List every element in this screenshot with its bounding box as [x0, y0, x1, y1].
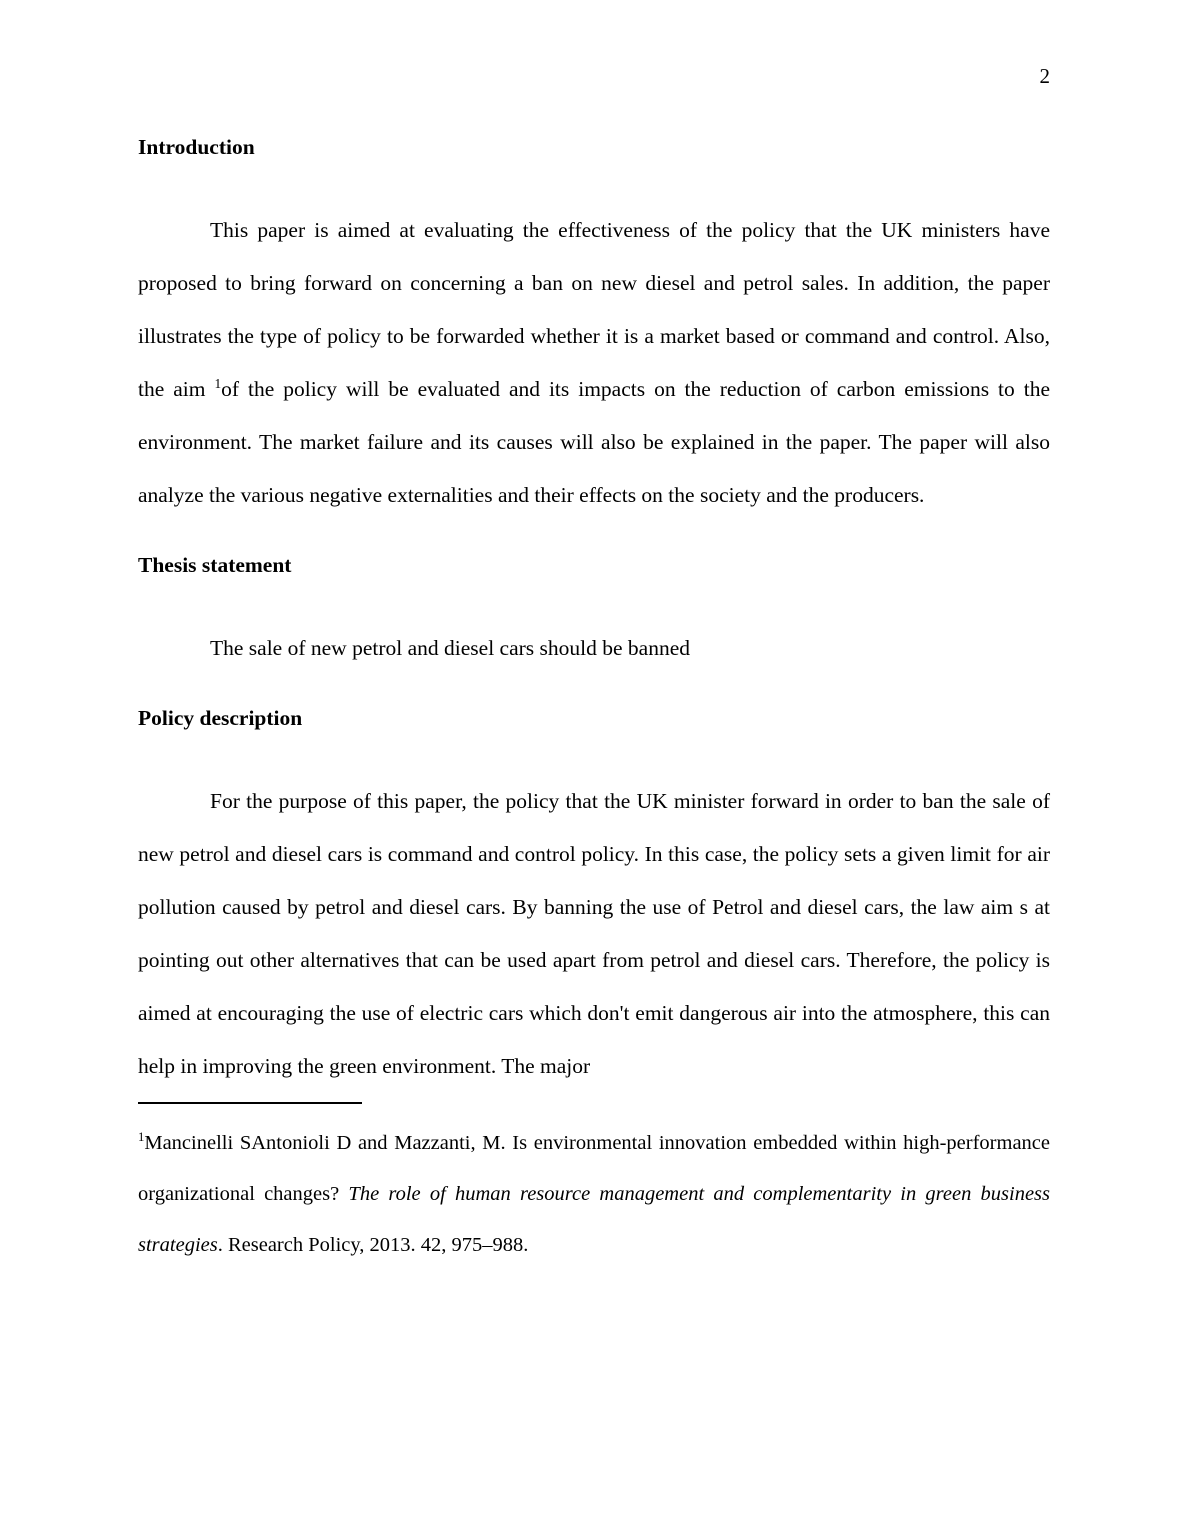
spacer — [138, 160, 1050, 204]
section-heading-policy-description: Policy description — [138, 706, 303, 730]
footnote-entry — [138, 1118, 1050, 1271]
paragraph-introduction-text-b: of the policy will be evaluated and its impacts on the reduction of carbon emissions to the environment. The market failure and its causes will also be explained in the paper. The paper will also analyze the various negative externalities and their effects on the society and the producers. — [138, 377, 1051, 507]
spacer — [138, 578, 1050, 622]
footnote-text-before-title: Mancinelli SAntonioli D and Mazzanti, M. Is environmental innovation embedded within high-performance organizational changes? — [138, 1132, 1050, 1205]
spacer — [138, 731, 1050, 775]
paragraph-introduction — [138, 204, 1050, 522]
footnote-area — [138, 1102, 1050, 1271]
footnote-number: 1 — [138, 1130, 145, 1145]
footnote-separator-rule — [138, 1102, 362, 1104]
footnote-italic-title: The role of human resource management and complementarity in green business strategies — [138, 1183, 1051, 1256]
paragraph-introduction-text-a: This paper is aimed at evaluating the effectiveness of the policy that the UK ministers have proposed to bring forward on concerning a ban on new diesel and petrol sales. In addition, the paper illustrates the type of policy to be forwarded whether it is a market based or command and control. Also, the aim — [138, 218, 1050, 401]
footnote-reference-marker[interactable]: 1 — [214, 375, 222, 391]
footnote-text-after-title: . Research Policy, 2013. 42, 975–988. — [217, 1234, 529, 1256]
paragraph-policy-description: For the purpose of this paper, the policy that the UK minister forward in order to ban the sale of new petrol and diesel cars is command and control policy. In this case, the policy sets a given limit for air pollution caused by petrol and diesel cars. By banning the use of Petrol and diesel cars, the law aim s at pointing out other alternatives that can be used apart from petrol and diesel cars. Therefore, the policy is aimed at encouraging the use of electric cars which don't emit dangerous air into the atmosphere, this can help in improving the green environment. The major — [138, 789, 1050, 1078]
document-body — [138, 134, 1050, 1093]
section-heading-introduction: Introduction — [138, 135, 255, 159]
page-number: 2 — [1039, 64, 1050, 88]
spacer — [138, 522, 1050, 552]
section-heading-thesis-statement: Thesis statement — [138, 553, 292, 577]
paragraph-thesis-statement: The sale of new petrol and diesel cars should be banned — [210, 636, 691, 660]
spacer — [138, 675, 1050, 705]
